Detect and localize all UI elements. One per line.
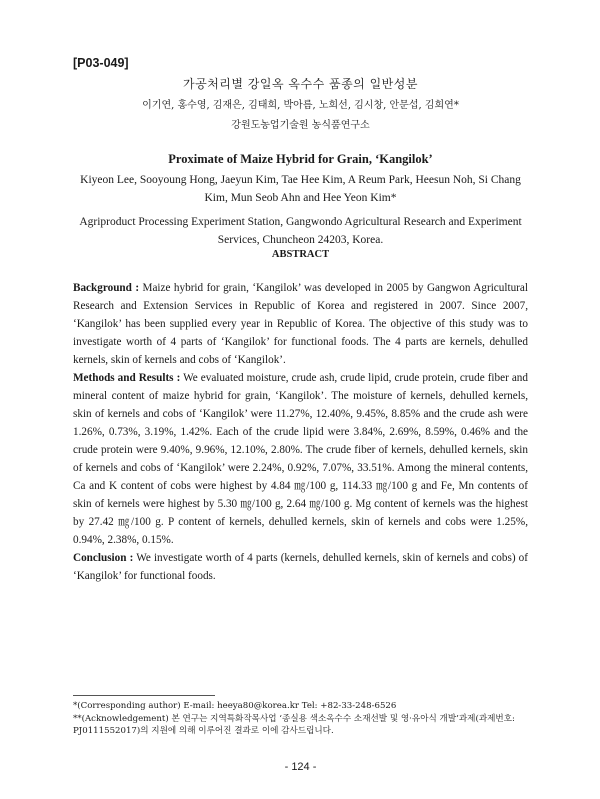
methods-paragraph (73, 369, 528, 549)
conclusion-paragraph (73, 549, 528, 585)
background-text: Maize hybrid for grain, ‘Kangilok’ was developed in 2005 by Gangwon Agricultural Research and Extension Services in Republic of Korea and registered in 2007. Since 2007, ‘Kangilok’ has been supplied every year in Republic of Korea. The objective of this study was to investigate worth of 4 parts of ‘Kangilok’ for functional foods. The 4 parts are kernels, dehulled kernels, skin of kernels and cobs of ‘Kangilok’. (73, 282, 528, 366)
presentation-code: [P03-049] (73, 56, 129, 70)
methods-text: We evaluated moisture, crude ash, crude lipid, crude protein, crude fiber and mineral content of maize hybrid for grain, ‘Kangilok’. The moisture of kernels, dehulled kernels, skin of kernels and cobs of ‘Kangilok’ were 11.27%, 12.40%, 9.45%, 8.85% and the crude ash were 1.26%, 0.73%, 3.19%, 1.42%. Each of the crude lipid were 3.84%, 2.69%, 8.59%, 0.46% and the crude protein were 9.40%, 9.96%, 12.10%, 2.80%. The crude fiber of kernels, dehulled kernels, skin of kernels and cobs of ‘Kangilok’ were 2.24%, 0.92%, 7.07%, 33.51%. Among the mineral contents, Ca and K content of cobs were highest by 4.84 ㎎/100 g, 114.33 ㎎/100 g and Fe, Mn contents of skin of kernels were highest by 5.30 ㎎/100 g, 2.64 ㎎/100 g. Mg content of kernels was the highest by 27.42 ㎎/100 g. P content of kernels, dehulled kernels, skin of kernels and cobs were 1.25%, 0.94%, 2.38%, 0.15%. (73, 372, 528, 546)
footnote-acknowledgement: **(Acknowledgement) 본 연구는 지역특화작목사업 ‘종실용 색소옥수수 소재선발 및 영·유아식 개발’과제(과제번호: PJ0111552017)의 지원에 의해 이루어진 결과로 이에 감사드립니다. (73, 714, 515, 736)
background-label: Background : (73, 282, 140, 294)
methods-label: Methods and Results : (73, 372, 181, 384)
korean-authors: 이기연, 홍수영, 김재은, 김태희, 박아름, 노희선, 김시창, 안문섭, 김희연* (142, 100, 459, 111)
conclusion-text: We investigate worth of 4 parts (kernels, dehulled kernels, skin of kernels and cobs) of ‘Kangilok’ for functional foods. (73, 552, 528, 582)
korean-institution: 강원도농업기술원 농식품연구소 (231, 120, 370, 131)
korean-title: 가공처리별 강일옥 옥수수 품종의 일반성분 (183, 77, 418, 91)
paper-page (73, 0, 528, 799)
background-paragraph (73, 279, 528, 369)
conclusion-label: Conclusion : (73, 552, 134, 564)
abstract-body (73, 279, 528, 585)
abstract-heading: ABSTRACT (271, 249, 330, 260)
english-authors: Kiyeon Lee, Sooyoung Hong, Jaeyun Kim, Tae Hee Kim, A Reum Park, Heesun Noh, Si Chang Kim, Mun Seob Ahn and Hee Yeon Kim* (80, 174, 521, 204)
english-institution: Agriproduct Processing Experiment Station, Gangwondo Agricultural Research and Experiment Services, Chuncheon 24203, Korea. (79, 216, 522, 246)
english-title: Proximate of Maize Hybrid for Grain, ‘Kangilok’ (168, 152, 433, 166)
page-number: - 124 - (284, 761, 317, 773)
footnote-corresponding-author: *(Corresponding author) E-mail: heeya80@korea.kr Tel: +82-33-248-6526 (73, 701, 397, 711)
footnote-divider (73, 695, 215, 696)
